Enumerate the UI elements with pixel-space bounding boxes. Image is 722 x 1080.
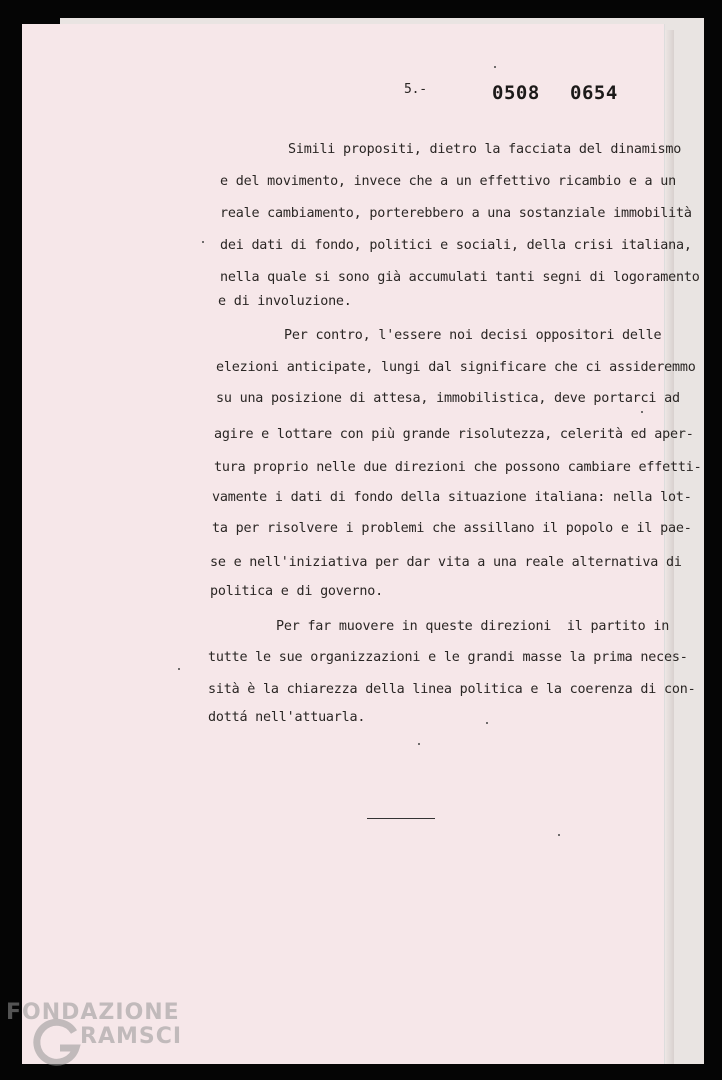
text-line: su una posizione di attesa, immobilistica, deve portarci ad [216, 391, 680, 406]
scan-speck [641, 411, 643, 413]
text-line: e del movimento, invece che a un effettivo ricambio e a un [220, 174, 676, 189]
text-line: reale cambiamento, porterebbero a una sostanziale immobilità [220, 206, 692, 221]
archive-watermark [2, 1000, 192, 1070]
text-line: ta per risolvere i problemi che assillano il popolo e il pae- [212, 521, 692, 536]
watermark-text-line1: FONDAZIONE [6, 1000, 180, 1025]
scan-speck [494, 66, 496, 68]
page-number: 5.- [404, 82, 427, 97]
scan-speck [178, 668, 180, 670]
text-line: agire e lottare con più grande risolutezza, celerità ed aper- [214, 427, 694, 442]
text-line: nella quale si sono già accumulati tanti segni di logoramento [220, 270, 700, 285]
text-line: se e nell'iniziativa per dar vita a una reale alternativa di [210, 555, 682, 570]
text-line: Simili propositi, dietro la facciata del dinamismo [288, 142, 682, 157]
text-line: Per far muovere in queste direzioni il partito in [276, 619, 670, 634]
scan-speck [418, 743, 420, 745]
text-line: sità è la chiarezza della linea politica e la coerenza di con- [208, 682, 696, 697]
closing-rule [367, 818, 435, 819]
watermark-text-line2: RAMSCI [80, 1024, 183, 1049]
text-line: tura proprio nelle due direzioni che possono cambiare effetti- [214, 460, 702, 475]
text-line: tutte le sue organizzazioni e le grandi masse la prima neces- [208, 650, 688, 665]
scan-speck [486, 722, 488, 724]
watermark-g-logo-icon [30, 1018, 82, 1070]
text-line: elezioni anticipate, lungi dal significare che ci assideremmo [216, 360, 696, 375]
text-line: e di involuzione. [218, 294, 352, 309]
text-line: vamente i dati di fondo della situazione italiana: nella lot- [212, 490, 692, 505]
text-line: dottá nell'attuarla. [208, 710, 366, 725]
text-line: politica e di governo. [210, 584, 383, 599]
archive-reference-left: 0508 [492, 82, 540, 104]
scan-speck [202, 241, 204, 243]
text-line: dei dati di fondo, politici e sociali, della crisi italiana, [220, 238, 692, 253]
archive-reference-right: 0654 [570, 82, 618, 104]
scan-speck [558, 834, 560, 836]
text-line: Per contro, l'essere noi decisi oppositori delle [284, 328, 662, 343]
